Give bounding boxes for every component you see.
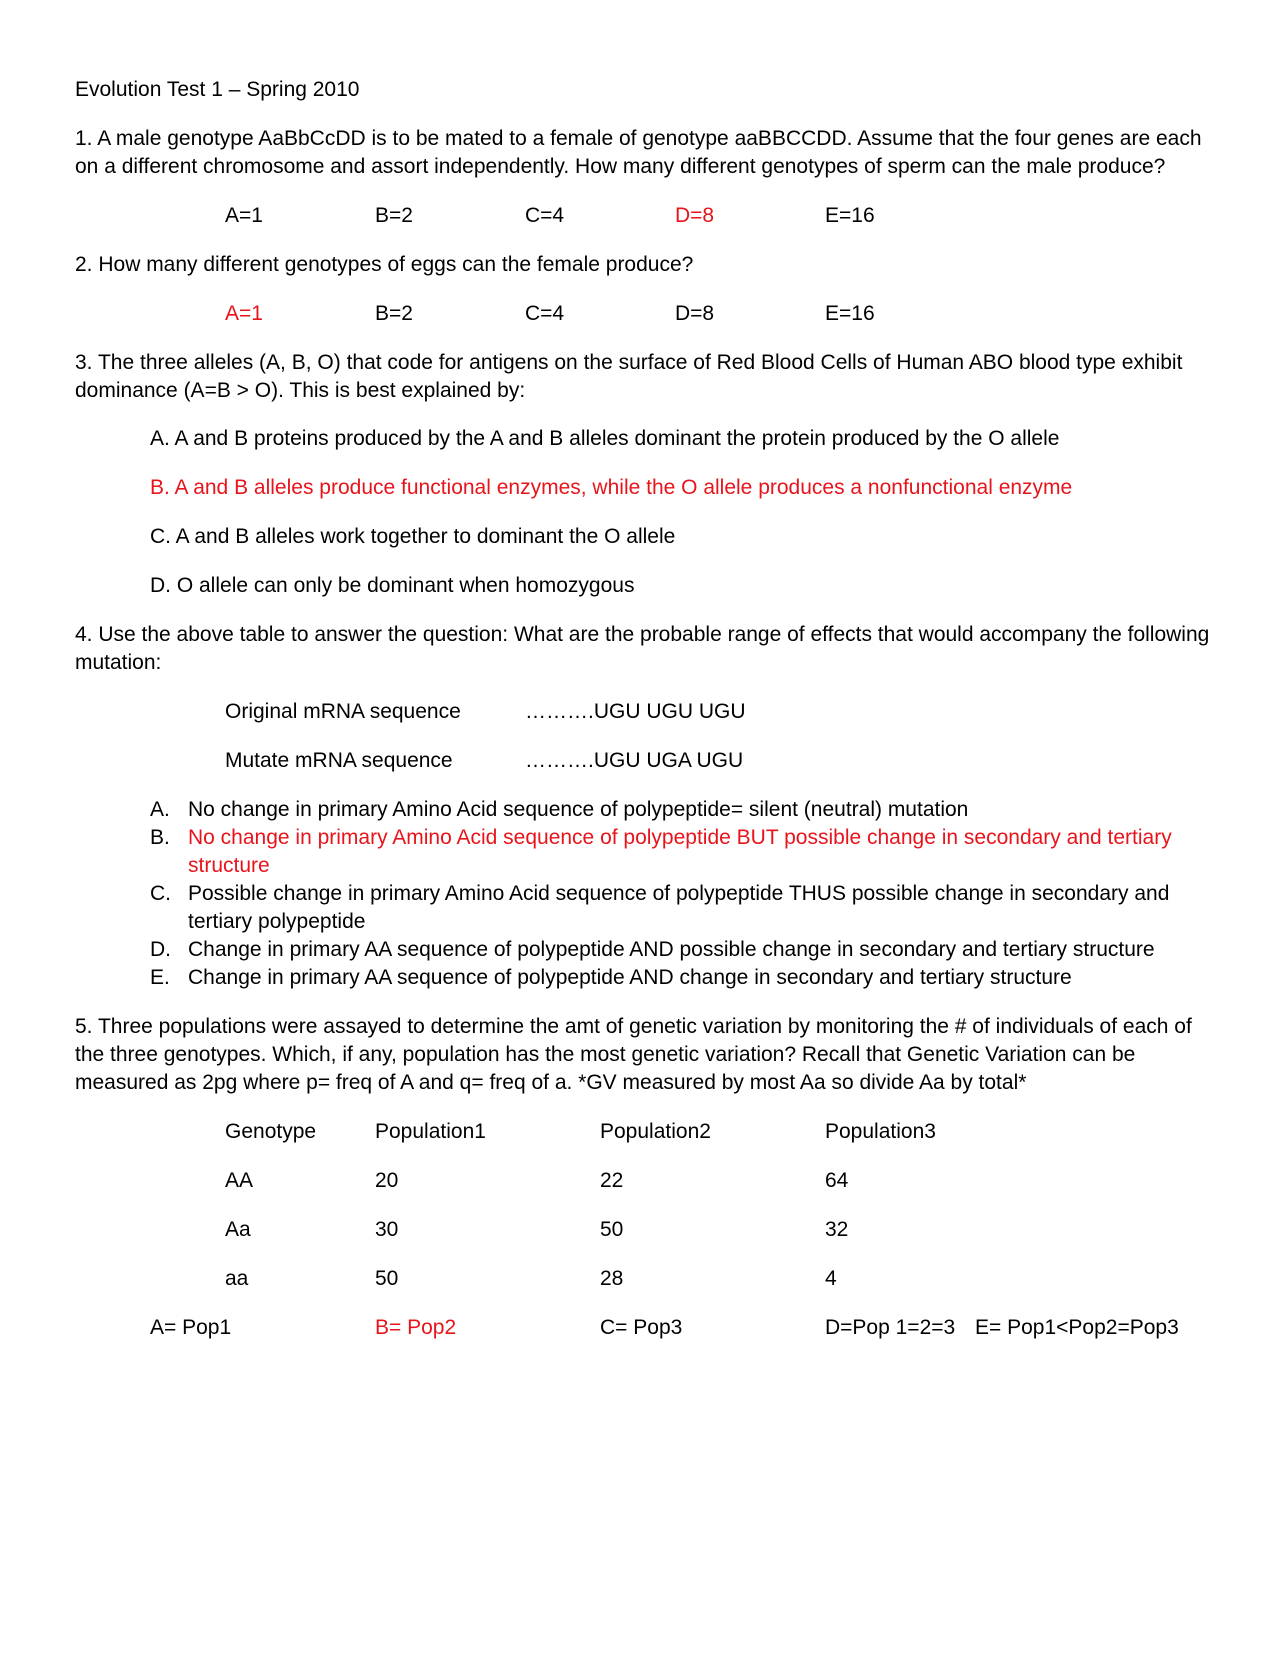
mutate-mrna-sequence: ……….UGU UGA UGU [525,749,744,772]
q4-option-a-text: No change in primary Amino Acid sequence of polypeptide= silent (neutral) mutation [188,798,969,821]
question-5-text: 5. Three populations were assayed to determine the amt of genetic variation by monitoring the # of individuals of each of the three genotypes. Which, if any, population has the most genetic variation? Recall that Genetic Variation can be measured as 2pg where p= freq of A and q= freq of a. *GV measured by most Aa so divide Aa by total* [75,1015,1192,1094]
table-cell: 4 [825,1267,837,1290]
table-cell: Aa [225,1218,251,1241]
table-cell: AA [225,1169,254,1192]
q5-option-e: E= Pop1<Pop2=Pop3 [975,1316,1179,1339]
q4-option-c [150,880,1200,936]
q1-option-c: C=4 [525,204,565,227]
question-1-text: 1. A male genotype AaBbCcDD is to be mated to a female of genotype aaBBCCDD. Assume that the four genes are each on a different chromosome and assort independently. How many different genotypes of sperm can the male produce? [75,127,1202,178]
table-cell: 32 [825,1218,849,1241]
mutate-mrna-label: Mutate mRNA sequence [225,749,453,772]
q4-option-a [150,796,1200,824]
table-cell: 20 [375,1169,399,1192]
q1-option-d-answer: D=8 [675,204,715,227]
q2-option-d: D=8 [675,302,715,325]
q3-option-d: D. O allele can only be dominant when homozygous [150,574,635,597]
original-mrna-sequence: ……….UGU UGU UGU [525,700,746,723]
q4-option-c-text: Possible change in primary Amino Acid sequence of polypeptide THUS possible change in secondary and tertiary polypeptide [188,882,1170,933]
q3-option-a: A. A and B proteins produced by the A and B alleles dominant the protein produced by the O allele [150,427,1060,450]
q3-option-c: C. A and B alleles work together to dominant the O allele [150,525,676,548]
table-cell: 22 [600,1169,624,1192]
q2-option-b: B=2 [375,302,413,325]
q4-option-d-text: Change in primary AA sequence of polypeptide AND possible change in secondary and tertiary structure [188,938,1155,961]
q2-option-c: C=4 [525,302,565,325]
q5-option-b-answer: B= Pop2 [375,1316,457,1339]
q4-option-e-text: Change in primary AA sequence of polypeptide AND change in secondary and tertiary structure [188,966,1072,989]
table-header-population1: Population1 [375,1120,486,1143]
original-mrna-label: Original mRNA sequence [225,700,461,723]
table-cell: 50 [375,1267,399,1290]
question-4-text: 4. Use the above table to answer the question: What are the probable range of effects that would accompany the following mutation: [75,623,1210,674]
q3-option-b-answer: B. A and B alleles produce functional enzymes, while the O allele produces a nonfunctional enzyme [150,476,1073,499]
q5-option-d: D=Pop 1=2=3 [825,1316,956,1339]
table-cell: 28 [600,1267,624,1290]
q2-option-e: E=16 [825,302,875,325]
q1-option-b: B=2 [375,204,413,227]
q5-option-c: C= Pop3 [600,1316,683,1339]
q1-option-a: A=1 [225,204,263,227]
question-2-text: 2. How many different genotypes of eggs can the female produce? [75,253,694,276]
q4-option-c-letter: C. [150,882,171,905]
document-title: Evolution Test 1 – Spring 2010 [75,78,360,101]
table-cell: 50 [600,1218,624,1241]
q4-option-b-letter: B. [150,826,170,849]
q4-option-e [150,964,1200,992]
table-header-genotype: Genotype [225,1120,317,1143]
q4-option-d-letter: D. [150,938,171,961]
table-header-population3: Population3 [825,1120,936,1143]
question-3-text: 3. The three alleles (A, B, O) that code for antigens on the surface of Red Blood Cells of Human ABO blood type exhibit dominance (A=B > O). This is best explained by: [75,351,1183,402]
q1-option-e: E=16 [825,204,875,227]
q4-option-a-letter: A. [150,798,170,821]
q4-option-e-letter: E. [150,966,170,989]
q4-option-d [150,936,1200,964]
table-cell: 30 [375,1218,399,1241]
q4-option-b [150,824,1200,880]
q4-option-b-text-answer: No change in primary Amino Acid sequence of polypeptide BUT possible change in secondary and tertiary structure [188,826,1172,877]
table-header-population2: Population2 [600,1120,711,1143]
table-cell: aa [225,1267,249,1290]
table-cell: 64 [825,1169,849,1192]
q5-option-a: A= Pop1 [150,1316,232,1339]
q2-option-a-answer: A=1 [225,302,263,325]
